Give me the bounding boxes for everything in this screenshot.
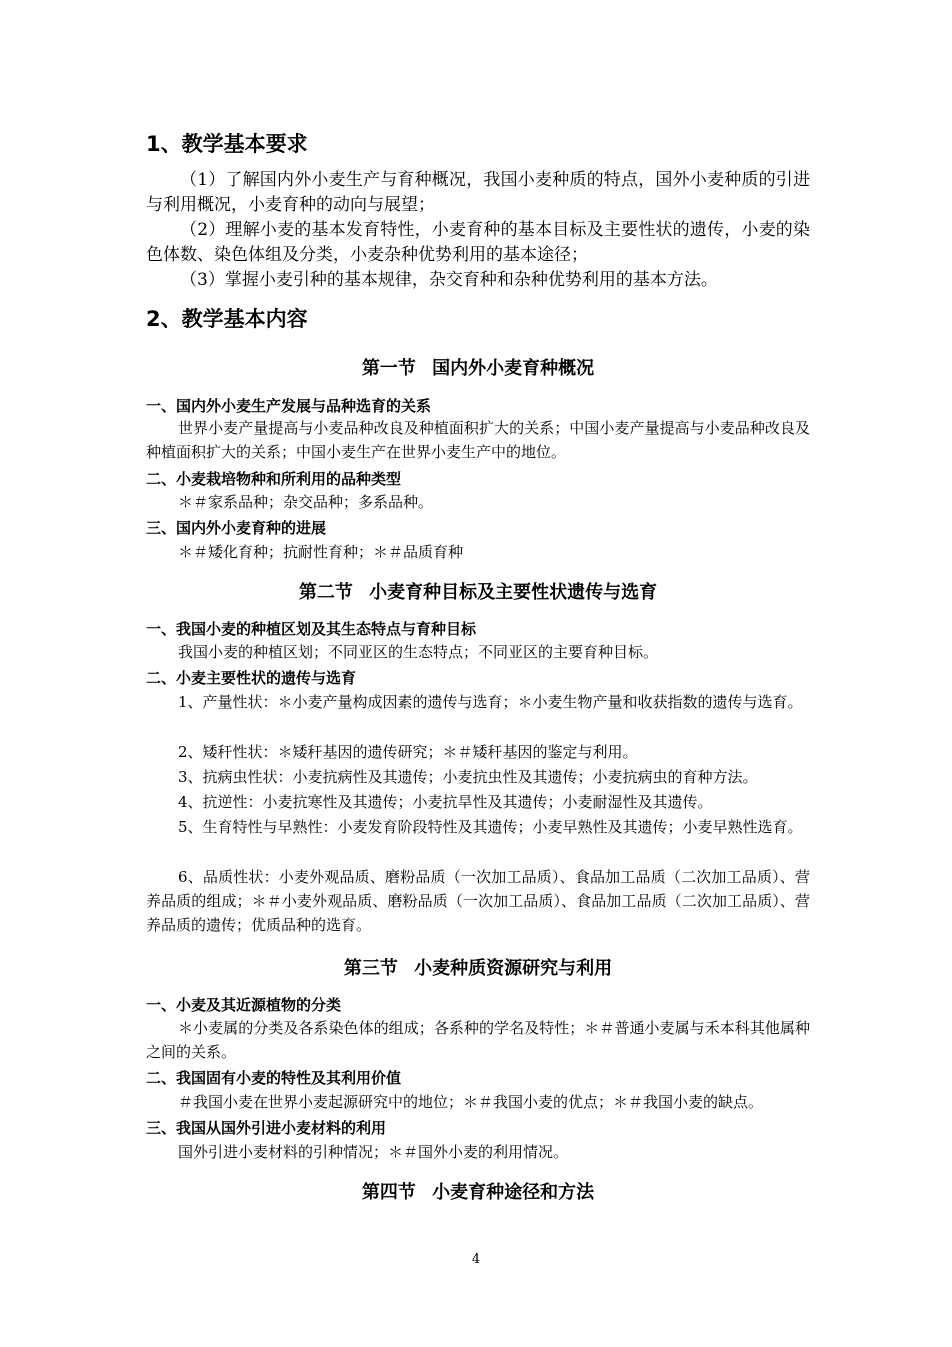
section-1-paragraph-1: 世界小麦产量提高与小麦品种改良及种植面积扩大的关系；中国小麦产量提高与小麦品种改良及种植面积扩大的关系；中国小麦生产在世界小麦生产中的地位。 <box>146 419 810 461</box>
requirement-item-2: （2）理解小麦的基本发育特性，小麦育种的基本目标及主要性状的遗传，小麦的染色体数、染色体组及分类，小麦杂种优势利用的基本途径； <box>146 220 810 265</box>
section-2-paragraph-3: 2、矮秆性状：＊矮秆基因的遗传研究；＊＃矮秆基因的鉴定与利用。 <box>178 743 638 761</box>
section-3-paragraph-3: 国外引进小麦材料的引种情况；＊＃国外小麦的利用情况。 <box>178 1143 569 1161</box>
section-2-paragraph-5: 4、抗逆性：小麦抗寒性及其遗传；小麦抗旱性及其遗传；小麦耐湿性及其遗传。 <box>178 793 713 811</box>
section-4-title: 第四节 小麦育种途径和方法 <box>361 1182 595 1203</box>
section-3-subheading-2: 二、我国固有小麦的特性及其利用价值 <box>146 1069 402 1087</box>
section-2-paragraph-1: 我国小麦的种植区划；不同亚区的生态特点；不同亚区的主要育种目标。 <box>178 643 659 661</box>
section-2-subheading-1: 一、我国小麦的种植区划及其生态特点与育种目标 <box>146 620 477 638</box>
section-3-title: 第三节 小麦种质资源研究与利用 <box>343 958 613 979</box>
section-3-subheading-3: 三、我国从国外引进小麦材料的利用 <box>146 1119 387 1137</box>
section-3-paragraph-1: ＊小麦属的分类及各系染色体的组成；各系种的学名及特性；＊＃普通小麦属与禾本科其他属种之间的关系。 <box>146 1019 810 1061</box>
page-number: 4 <box>471 1252 481 1267</box>
section-1-subheading-2: 二、小麦栽培物种和所利用的品种类型 <box>146 470 402 488</box>
section-1-subheading-3: 三、国内外小麦育种的进展 <box>146 519 327 537</box>
section-2-title: 第二节 小麦育种目标及主要性状遗传与选育 <box>298 582 658 603</box>
requirement-item-1: （1）了解国内外小麦生产与育种概况，我国小麦种质的特点，国外小麦种质的引进与利用概况，小麦育种的动向与展望； <box>146 170 810 215</box>
section-2-subheading-2: 二、小麦主要性状的遗传与选育 <box>146 669 357 687</box>
section-1-subheading-1: 一、国内外小麦生产发展与品种选育的关系 <box>146 397 432 415</box>
content-heading: 2、教学基本内容 <box>146 307 308 331</box>
requirement-item-3: （3）掌握小麦引种的基本规律，杂交育种和杂种优势利用的基本方法。 <box>180 270 718 290</box>
section-2-paragraph-6: 5、生育特性与早熟性：小麦发育阶段特性及其遗传；小麦早熟性及其遗传；小麦早熟性选育。 <box>178 818 803 836</box>
section-2-paragraph-7: 6、品质性状：小麦外观品质、磨粉品质（一次加工品质）、食品加工品质（二次加工品质）、营养品质的组成；＊＃小麦外观品质、磨粉品质（一次加工品质）、食品加工品质（二次加工品质）、营养品质的遗传；优质品种的选育。 <box>146 868 810 934</box>
section-1-title: 第一节 国内外小麦育种概况 <box>361 358 595 379</box>
section-3-subheading-1: 一、小麦及其近源植物的分类 <box>146 996 342 1014</box>
section-2-paragraph-2: 1、产量性状：＊小麦产量构成因素的遗传与选育；＊小麦生物产量和收获指数的遗传与选育。 <box>178 693 803 711</box>
section-3-paragraph-2: ＃我国小麦在世界小麦起源研究中的地位；＊＃我国小麦的优点；＊＃我国小麦的缺点。 <box>178 1093 764 1111</box>
section-1-paragraph-2: ＊＃家系品种；杂交品种；多系品种。 <box>178 493 434 511</box>
section-1-paragraph-3: ＊＃矮化育种；抗耐性育种；＊＃品质育种 <box>178 543 464 561</box>
requirements-heading: 1、教学基本要求 <box>146 132 308 156</box>
section-2-paragraph-4: 3、抗病虫性状：小麦抗病性及其遗传；小麦抗虫性及其遗传；小麦抗病虫的育种方法。 <box>178 768 758 786</box>
